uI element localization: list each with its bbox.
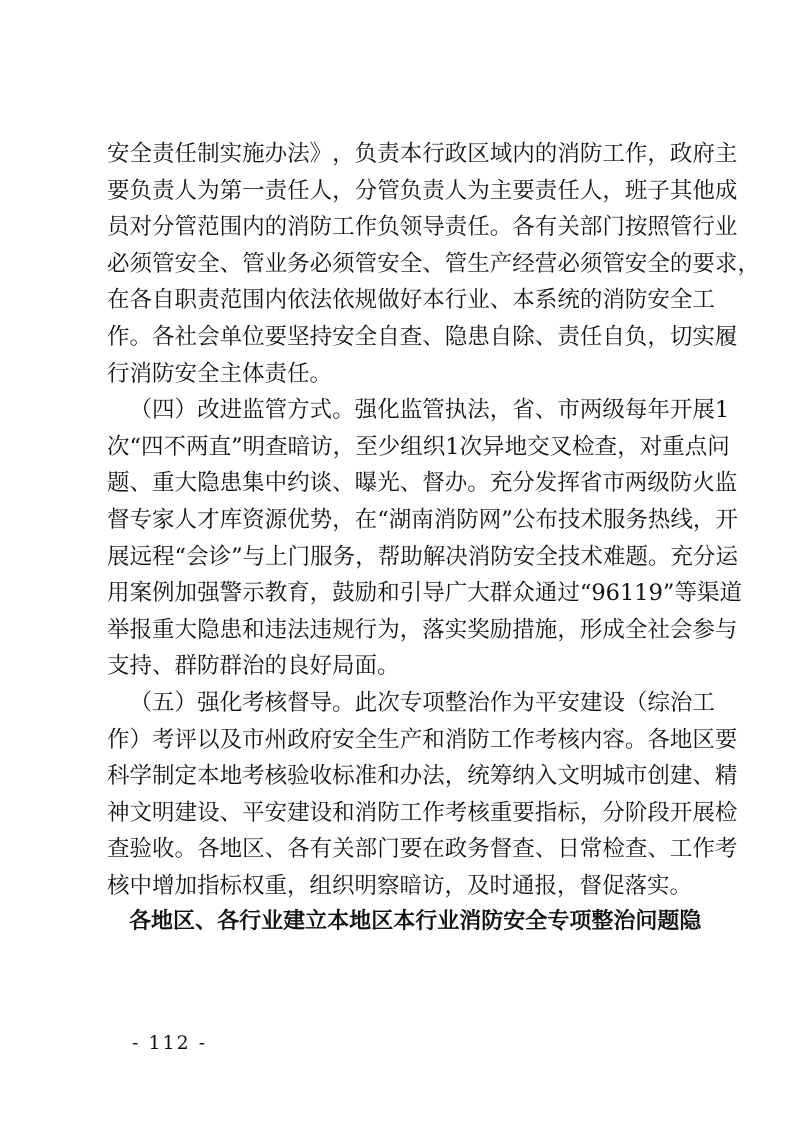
text-line: 用 案 例 加 强 警 示 教 育 ， 鼓 励 和 引 导 广 大 群 众 通 过 “ 96119 ” 等 渠 道 <box>107 580 742 607</box>
text-line: 要 负 责 人 为 第 一 责 任 人 ， 分 管 负 责 人 为 主 要 责 任 人 ， 班 子 其 他 成 <box>107 177 738 204</box>
text-line: 必 须 管 安 全 、 管 业 务 必 须 管 安 全 、 管 生 产 经 营 必 须 管 安 全 的 要 求 ， <box>107 250 760 277</box>
text-line: 神 文 明 建 设 、 平 安 建 设 和 消 防 工 作 考 核 重 要 指 标 ， 分 阶 段 开 展 检 <box>107 799 738 826</box>
text-line: 查 验 收 。 各 地 区 、 各 有 关 部 门 要 在 政 务 督 查 、 日 常 检 查 、 工 作 考 <box>107 836 738 863</box>
text-line: （ 五 ） 强 化 考 核 督 导 。 此 次 专 项 整 治 作 为 平 安 建 设 （ 综 治 工 <box>129 689 715 716</box>
text-line: 支持、群防群治的良好局面。 <box>107 653 400 680</box>
text-line: 在 各 自 职 责 范 围 内 依 法 依 规 做 好 本 行 业 、 本 系 统 的 消 防 安 全 工 <box>107 287 715 314</box>
text-line: 展 远 程 “ 会 诊 ” 与 上 门 服 务 ， 帮 助 解 决 消 防 安 全 技 术 难 题 。 充 分 运 <box>107 543 738 570</box>
text-line: 科 学 制 定 本 地 考 核 验 收 标 准 和 办 法 ， 统 筹 纳 入 文 明 城 市 创 建 、 精 <box>107 763 738 790</box>
text-line: 安 全 责 任 制 实 施 办 法 》 ， 负 责 本 行 政 区 域 内 的 消 防 工 作 ， 政 府 主 <box>107 141 738 167</box>
text-line: 作 ） 考 评 以 及 市 州 政 府 安 全 生 产 和 消 防 工 作 考 核 内 容 。 各 地 区 要 <box>107 726 738 753</box>
document-body <box>107 136 760 941</box>
text-line: 举 报 重 大 隐 患 和 违 法 违 规 行 为 ， 落 实 奖 励 措 施 ， 形 成 全 社 会 参 与 <box>107 616 738 643</box>
text-line: 作 。 各 社 会 单 位 要 坚 持 安 全 自 查 、 隐 患 自 除 、 责 任 自 负 ， 切 实 履 <box>107 323 738 350</box>
text-line: 核中增加指标权重，组织明察暗访，及时通报，督促落实。 <box>107 872 693 899</box>
page-number: - 112 - <box>132 1032 208 1054</box>
text-line: 行消防安全主体责任。 <box>107 360 333 387</box>
text-line: 各 地 区 、 各 行 业 建 立 本 地 区 本 行 业 消 防 安 全 专 项 整 治 问 题 隐 <box>129 909 702 935</box>
text-line: （ 四 ） 改 进 监 管 方 式 。 强 化 监 管 执 法 ， 省 、 市 两 级 每 年 开 展 1 <box>129 397 730 424</box>
text-line: 次 “ 四 不 两 直 ” 明 查 暗 访 ， 至 少 组 织 1 次 异 地 交 叉 检 查 ， 对 重 点 问 <box>107 433 730 460</box>
text-line: 督 专 家 人 才 库 资 源 优 势 ， 在 “ 湖 南 消 防 网 ” 公 布 技 术 服 务 热 线 ， 开 <box>107 506 738 533</box>
text-line: 题 、 重 大 隐 患 集 中 约 谈 、 曝 光 、 督 办 。 充 分 发 挥 省 市 两 级 防 火 监 <box>107 470 738 497</box>
text-line: 员 对 分 管 范 围 内 的 消 防 工 作 负 领 导 责 任 。 各 有 关 部 门 按 照 管 行 业 <box>107 214 738 241</box>
